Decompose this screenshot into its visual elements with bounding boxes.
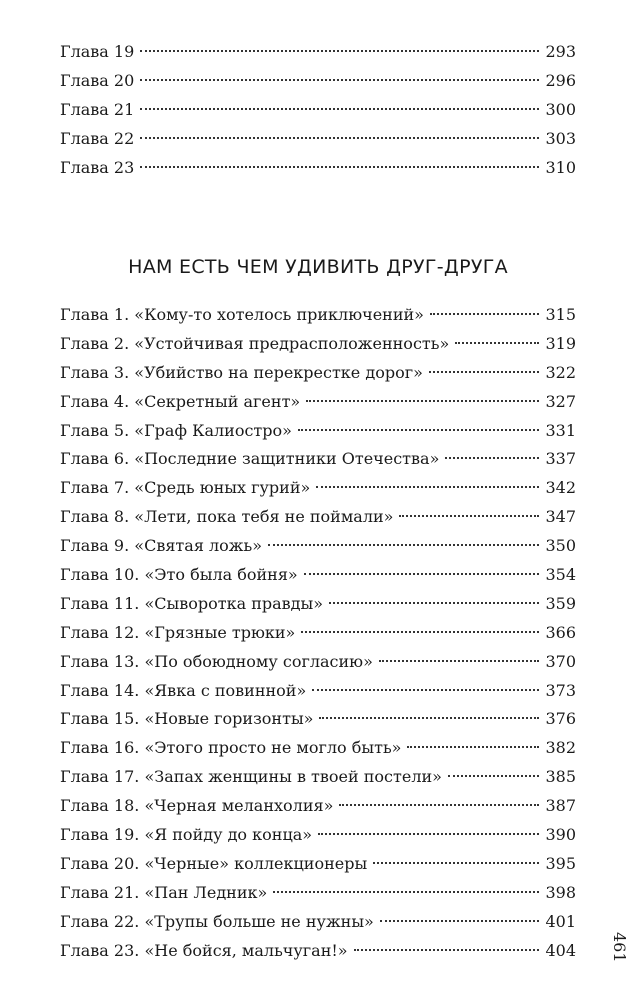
page-number: 359 <box>545 593 576 613</box>
page-number: 331 <box>545 420 576 440</box>
toc-main-list <box>60 301 576 965</box>
toc-row <box>60 38 576 67</box>
toc-row <box>60 705 576 734</box>
chapter-label: Глава 5. <box>60 420 130 440</box>
page-number: 385 <box>545 767 576 787</box>
toc-row <box>60 67 576 96</box>
dot-leader <box>140 108 539 110</box>
page-number: 337 <box>545 449 576 469</box>
dot-leader <box>354 949 540 951</box>
chapter-label: Глава 17. <box>60 767 140 787</box>
dot-leader <box>448 775 540 777</box>
toc-row <box>60 388 576 417</box>
dot-leader <box>140 137 539 139</box>
toc-row <box>60 96 576 125</box>
page-number: 398 <box>545 882 576 902</box>
dot-leader <box>140 166 539 168</box>
chapter-title: «Новые горизонты» <box>144 709 314 729</box>
chapter-title: «Черные» коллекционеры <box>144 853 368 873</box>
chapter-label: Глава 9. <box>60 536 130 556</box>
chapter-label: Глава 14. <box>60 680 140 700</box>
dot-leader <box>399 515 539 517</box>
page-number: 322 <box>545 362 576 382</box>
dot-leader <box>380 920 540 922</box>
toc-row <box>60 532 576 561</box>
chapter-label: Глава 23 <box>60 157 135 177</box>
chapter-title: «Секретный агент» <box>134 391 301 411</box>
toc-row <box>60 561 576 590</box>
page-number: 319 <box>545 333 576 353</box>
toc-row <box>60 330 576 359</box>
chapter-title: «По обоюдному согласию» <box>144 651 373 671</box>
chapter-title: «Кому-то хотелось приключений» <box>134 305 424 324</box>
page-number: 293 <box>545 42 576 61</box>
chapter-label: Глава 11. <box>60 593 140 613</box>
page-folio: 461 <box>610 932 629 963</box>
chapter-label: Глава 2. <box>60 333 130 353</box>
chapter-title: «Лети, пока тебя не поймали» <box>134 507 394 527</box>
chapter-label: Глава 20 <box>60 70 135 90</box>
chapter-title: «Убийство на перекрестке дорог» <box>134 362 423 382</box>
dot-leader <box>312 689 539 691</box>
dot-leader <box>379 660 540 662</box>
toc-row <box>60 763 576 792</box>
chapter-label: Глава 7. <box>60 478 130 498</box>
toc-row <box>60 301 576 330</box>
page-number: 376 <box>545 709 576 729</box>
chapter-title: «Устойчивая предрасположенность» <box>134 333 450 353</box>
page-number: 401 <box>545 911 576 931</box>
chapter-title: «Пан Ледник» <box>144 882 268 902</box>
chapter-label: Глава 15. <box>60 709 140 729</box>
page-number: 350 <box>545 536 576 556</box>
chapter-title: «Средь юных гурий» <box>134 478 311 498</box>
chapter-title: «Черная меланхолия» <box>144 796 334 816</box>
dot-leader <box>268 544 539 546</box>
dot-leader <box>304 573 540 575</box>
dot-leader <box>339 804 539 806</box>
toc-row <box>60 503 576 532</box>
chapter-title: «Сыворотка правды» <box>144 593 324 613</box>
chapter-title: «Трупы больше не нужны» <box>144 911 374 931</box>
chapter-title: «Это была бойня» <box>144 565 298 585</box>
dot-leader <box>301 631 539 633</box>
page-number: 315 <box>545 305 576 324</box>
chapter-label: Глава 21. <box>60 882 140 902</box>
chapter-title: «Последние защитники Отечества» <box>134 449 440 469</box>
chapter-label: Глава 12. <box>60 622 140 642</box>
dot-leader <box>430 313 539 315</box>
toc-row <box>60 677 576 706</box>
dot-leader <box>455 342 539 344</box>
dot-leader <box>140 50 539 52</box>
page-number: 310 <box>545 157 576 177</box>
chapter-title: «Грязные трюки» <box>144 622 296 642</box>
dot-leader <box>429 371 540 373</box>
toc-row <box>60 125 576 154</box>
chapter-label: Глава 8. <box>60 507 130 527</box>
dot-leader <box>298 429 540 431</box>
chapter-title: «Явка с повинной» <box>144 680 307 700</box>
chapter-label: Глава 22. <box>60 911 140 931</box>
page-number: 395 <box>545 853 576 873</box>
toc-row <box>60 850 576 879</box>
page-number: 300 <box>545 99 576 119</box>
chapter-title: «Не бойся, мальчуган!» <box>144 940 348 960</box>
chapter-label: Глава 1. <box>60 305 130 324</box>
page-number: 382 <box>545 738 576 758</box>
toc-row <box>60 474 576 503</box>
toc-row <box>60 734 576 763</box>
toc-row <box>60 821 576 850</box>
page-number: 390 <box>545 825 576 845</box>
page-number: 303 <box>545 128 576 148</box>
chapter-label: Глава 10. <box>60 565 140 585</box>
chapter-label: Глава 3. <box>60 362 130 382</box>
dot-leader <box>445 457 539 459</box>
chapter-label: Глава 21 <box>60 99 135 119</box>
chapter-label: Глава 4. <box>60 391 130 411</box>
chapter-label: Глава 23. <box>60 940 140 960</box>
dot-leader <box>407 746 539 748</box>
page-number: 342 <box>545 478 576 498</box>
dot-leader <box>329 602 539 604</box>
page-number: 404 <box>545 940 576 960</box>
page-number: 366 <box>545 622 576 642</box>
toc-top-list <box>60 38 576 182</box>
page-number: 327 <box>545 391 576 411</box>
page-number: 354 <box>545 565 576 585</box>
page-number: 370 <box>545 651 576 671</box>
chapter-label: Глава 16. <box>60 738 140 758</box>
dot-leader <box>373 862 539 864</box>
toc-row <box>60 937 576 966</box>
dot-leader <box>273 891 539 893</box>
chapter-label: Глава 22 <box>60 128 135 148</box>
dot-leader <box>316 486 539 488</box>
toc-row <box>60 908 576 937</box>
chapter-label: Глава 13. <box>60 651 140 671</box>
dot-leader <box>306 400 539 402</box>
toc-row <box>60 445 576 474</box>
toc-row <box>60 792 576 821</box>
chapter-label: Глава 19 <box>60 42 135 61</box>
toc-row <box>60 590 576 619</box>
dot-leader <box>319 717 539 719</box>
page-number: 347 <box>545 507 576 527</box>
section-heading: НАМ ЕСТЬ ЧЕМ УДИВИТЬ ДРУГ-ДРУГА <box>128 255 508 278</box>
page-number: 296 <box>545 70 576 90</box>
chapter-label: Глава 6. <box>60 449 130 469</box>
chapter-title: «Граф Калиостро» <box>134 420 292 440</box>
chapter-title: «Запах женщины в твоей постели» <box>144 767 442 787</box>
dot-leader <box>318 833 539 835</box>
toc-row <box>60 619 576 648</box>
chapter-title: «Я пойду до конца» <box>144 825 313 845</box>
toc-row <box>60 417 576 446</box>
page-number: 387 <box>545 796 576 816</box>
chapter-label: Глава 18. <box>60 796 140 816</box>
toc-row <box>60 154 576 183</box>
toc-row <box>60 879 576 908</box>
chapter-label: Глава 19. <box>60 825 140 845</box>
chapter-title: «Этого просто не могло быть» <box>144 738 402 758</box>
toc-row <box>60 648 576 677</box>
page-number: 373 <box>545 680 576 700</box>
toc-row <box>60 359 576 388</box>
chapter-title: «Святая ложь» <box>134 536 263 556</box>
dot-leader <box>140 79 539 81</box>
chapter-label: Глава 20. <box>60 853 140 873</box>
